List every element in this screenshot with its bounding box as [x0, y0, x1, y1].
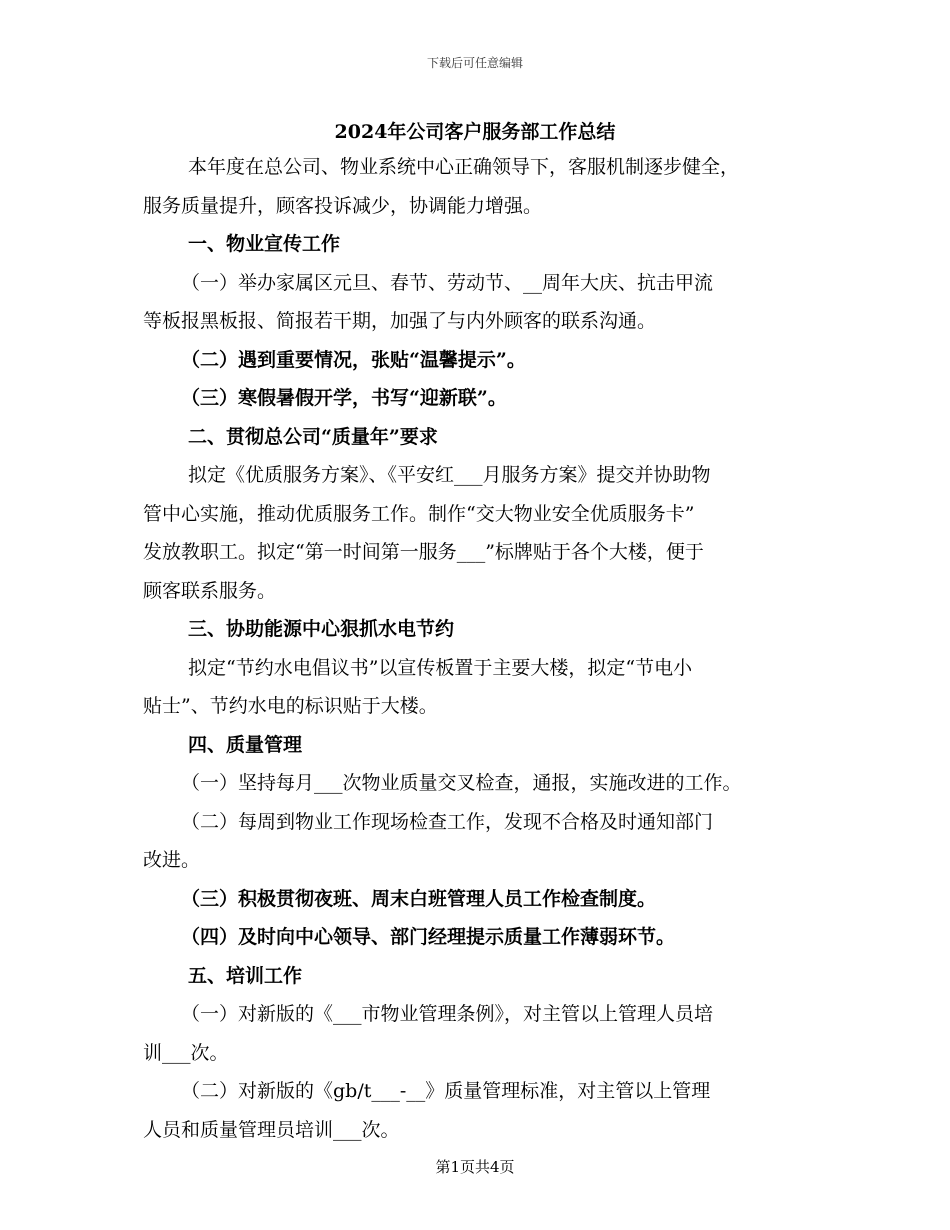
paragraph-line: （一）对新版的《___市物业管理条例》，对主管以上管理人员培	[181, 1003, 714, 1025]
paragraph-line: 顾客联系服务。	[143, 579, 277, 602]
paragraph-line: 服务质量提升，顾客投诉减少，协调能力增强。	[143, 194, 543, 217]
paragraph-line: 拟定“节约水电倡议书”以宣传板置于主要大楼，拟定“节电小	[188, 656, 693, 679]
bold-item: （四）及时向中心领导、部门经理提示质量工作薄弱环节。	[181, 926, 676, 948]
bold-item: （三）寒假暑假开学，书写“迎新联”。	[181, 387, 507, 409]
bold-item: （二）遇到重要情况，张贴“温馨提示”。	[181, 348, 526, 371]
paragraph-line: 贴士”、节约水电的标识贴于大楼。	[143, 695, 438, 717]
section-heading: 三、协助能源中心狠抓水电节约	[188, 618, 455, 640]
page-number: 第1页共4页	[435, 1158, 515, 1176]
paragraph-line: 等板报黑板报、简报若干期，加强了与内外顾客的联系沟通。	[143, 310, 657, 332]
paragraph-line: 训___次。	[143, 1041, 229, 1064]
paragraph-line: 拟定《优质服务方案》、《平安红___月服务方案》提交并协助物	[188, 464, 711, 486]
section-heading: 二、贯彻总公司“质量年”要求	[188, 425, 438, 448]
paragraph-line: 改进。	[143, 849, 201, 871]
document-title: 2024年公司客户服务部工作总结	[334, 121, 616, 143]
paragraph-line: （二）对新版的《gb/t___-__》质量管理标准，对主管以上管理	[181, 1080, 711, 1102]
paragraph-line: （一）举办家属区元旦、春节、劳动节、__周年大庆、抗击甲流	[181, 271, 714, 294]
paragraph-line: 本年度在总公司、物业系统中心正确领导下，客服机制逐步健全，	[188, 156, 740, 178]
header-note: 下载后可任意编辑	[426, 56, 523, 70]
paragraph-line: 人员和质量管理员培训___次。	[143, 1118, 400, 1141]
section-heading: 四、质量管理	[188, 733, 303, 756]
paragraph-line: （一）坚持每月___次物业质量交叉检查，通报，实施改进的工作。	[181, 772, 742, 794]
document-body	[143, 148, 843, 1149]
paragraph-line: 发放教职工。拟定“第一时间第一服务___”标牌贴于各个大楼，便于	[143, 541, 704, 563]
paragraph-line: 管中心实施，推动优质服务工作。制作“交大物业安全优质服务卡”	[143, 502, 695, 525]
paragraph-line: （二）每周到物业工作现场检查工作，发现不合格及时通知部门	[181, 810, 714, 833]
bold-item: （三）积极贯彻夜班、周末白班管理人员工作检查制度。	[181, 887, 657, 910]
section-heading: 一、物业宣传工作	[188, 233, 341, 255]
section-heading: 五、培训工作	[188, 964, 303, 987]
